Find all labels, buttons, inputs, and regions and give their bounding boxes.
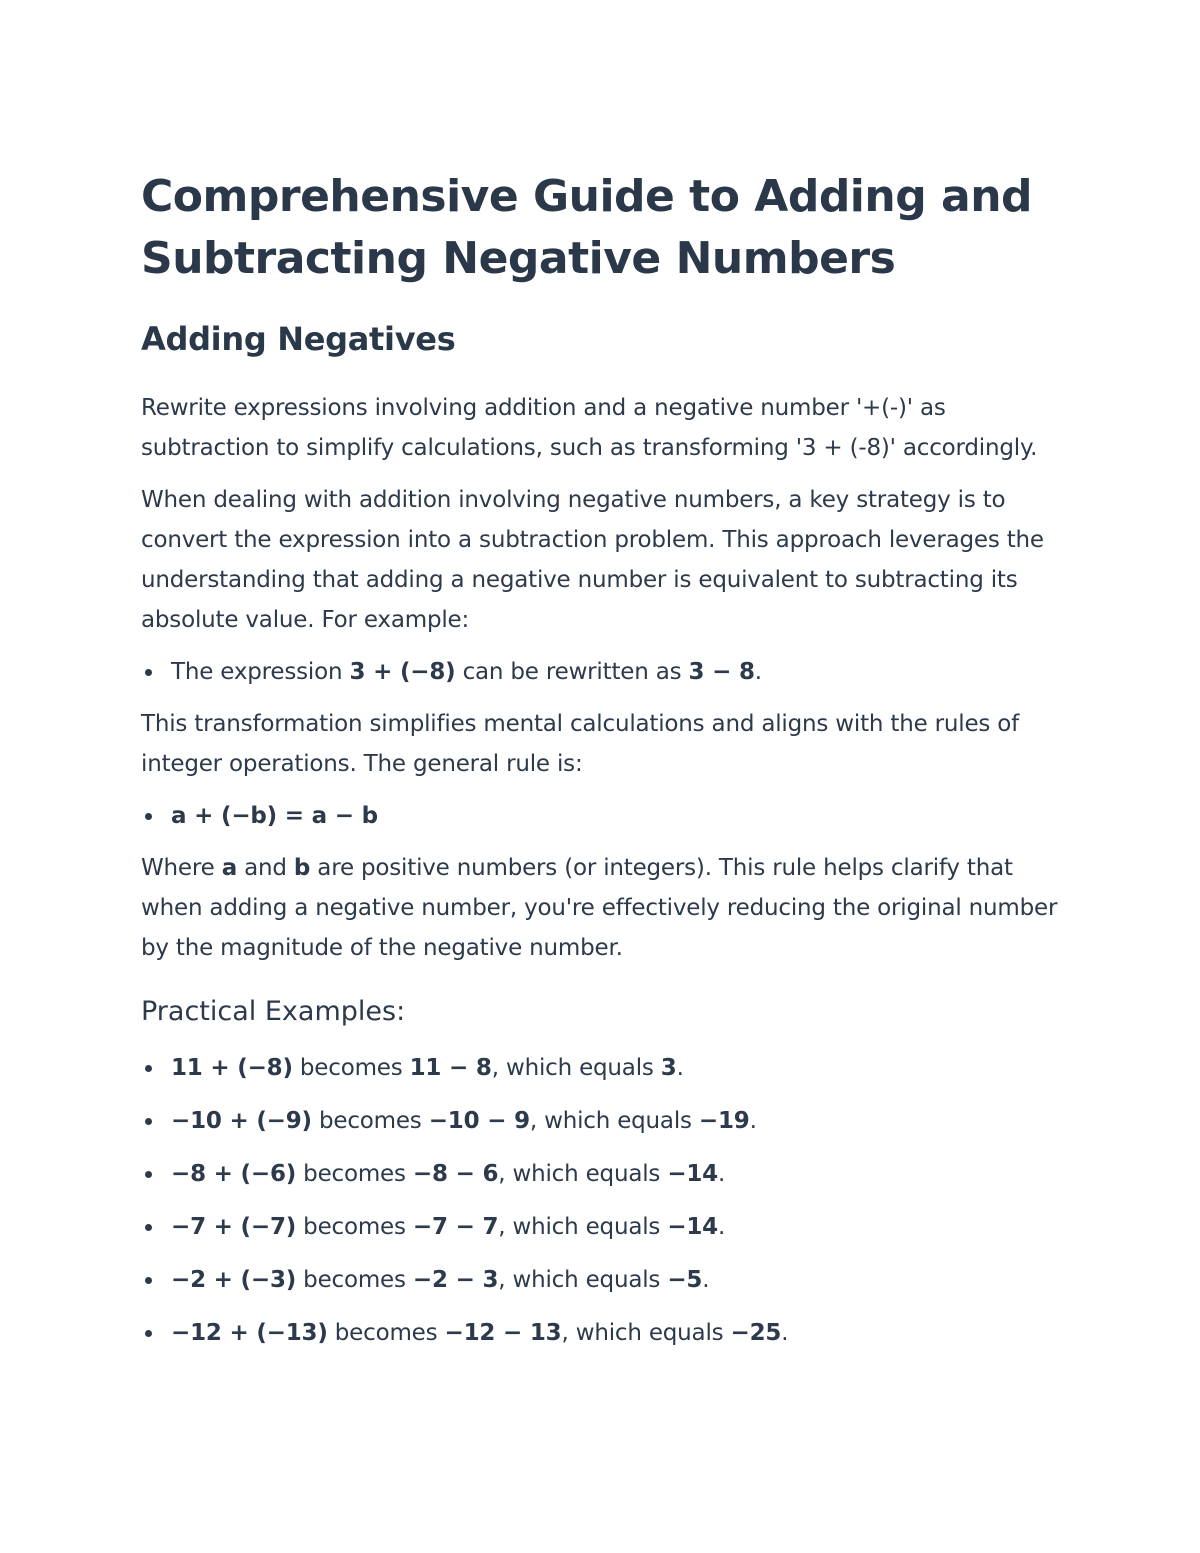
- transformation-paragraph: This transformation simplifies mental calculations and aligns with the rules of integer operations. The general rule is:: [141, 711, 1020, 777]
- bullet-dot: [145, 813, 152, 820]
- practical-examples-heading: Practical Examples:: [141, 996, 406, 1027]
- list-item: −2 + (−3) becomes −2 − 3, which equals −5.: [141, 1260, 1071, 1300]
- bullet-dot: [145, 669, 152, 676]
- rule-list: [141, 796, 1071, 836]
- bullet-dot: [145, 1277, 152, 1284]
- list-item: The expression 3 + (−8) can be rewritten as 3 − 8.: [141, 652, 1071, 692]
- bullet-dot: [145, 1065, 152, 1072]
- list-item: 11 + (−8) becomes 11 − 8, which equals 3.: [141, 1048, 1071, 1088]
- practical-examples-list: [141, 1048, 1071, 1353]
- intro-paragraph: Rewrite expressions involving addition and a negative number '+(-)' as subtraction to simplify calculations, such as transforming '3 + (-8)' accordingly.: [141, 395, 1038, 461]
- example-list: [141, 652, 1071, 692]
- list-item: −7 + (−7) becomes −7 − 7, which equals −14.: [141, 1207, 1071, 1247]
- section-heading: Adding Negatives: [141, 320, 456, 358]
- title-line-2: Subtracting Negative Numbers: [141, 233, 896, 284]
- bullet-dot: [145, 1330, 152, 1337]
- list-item: −12 + (−13) becomes −12 − 13, which equals −25.: [141, 1313, 1071, 1353]
- page-title: [141, 166, 1071, 290]
- general-rule: a + (−b) = a − b: [171, 803, 378, 829]
- title-line-1: Comprehensive Guide to Adding and: [141, 171, 1033, 222]
- strategy-paragraph: When dealing with addition involving negative numbers, a key strategy is to convert the expression into a subtraction problem. This approach leverages the understanding that adding a negative number is equivalent to subtracting its absolute value. For example:: [141, 487, 1044, 633]
- document-page: [141, 166, 1071, 1366]
- bullet-dot: [145, 1224, 152, 1231]
- where-paragraph: Where a and b are positive numbers (or integers). This rule helps clarify that when adding a negative number, you're effectively reducing the original number by the magnitude of the negative number.: [141, 855, 1058, 961]
- bullet-dot: [145, 1118, 152, 1125]
- list-item: −8 + (−6) becomes −8 − 6, which equals −14.: [141, 1154, 1071, 1194]
- list-item: −10 + (−9) becomes −10 − 9, which equals −19.: [141, 1101, 1071, 1141]
- list-item: [141, 796, 1071, 836]
- bullet-dot: [145, 1171, 152, 1178]
